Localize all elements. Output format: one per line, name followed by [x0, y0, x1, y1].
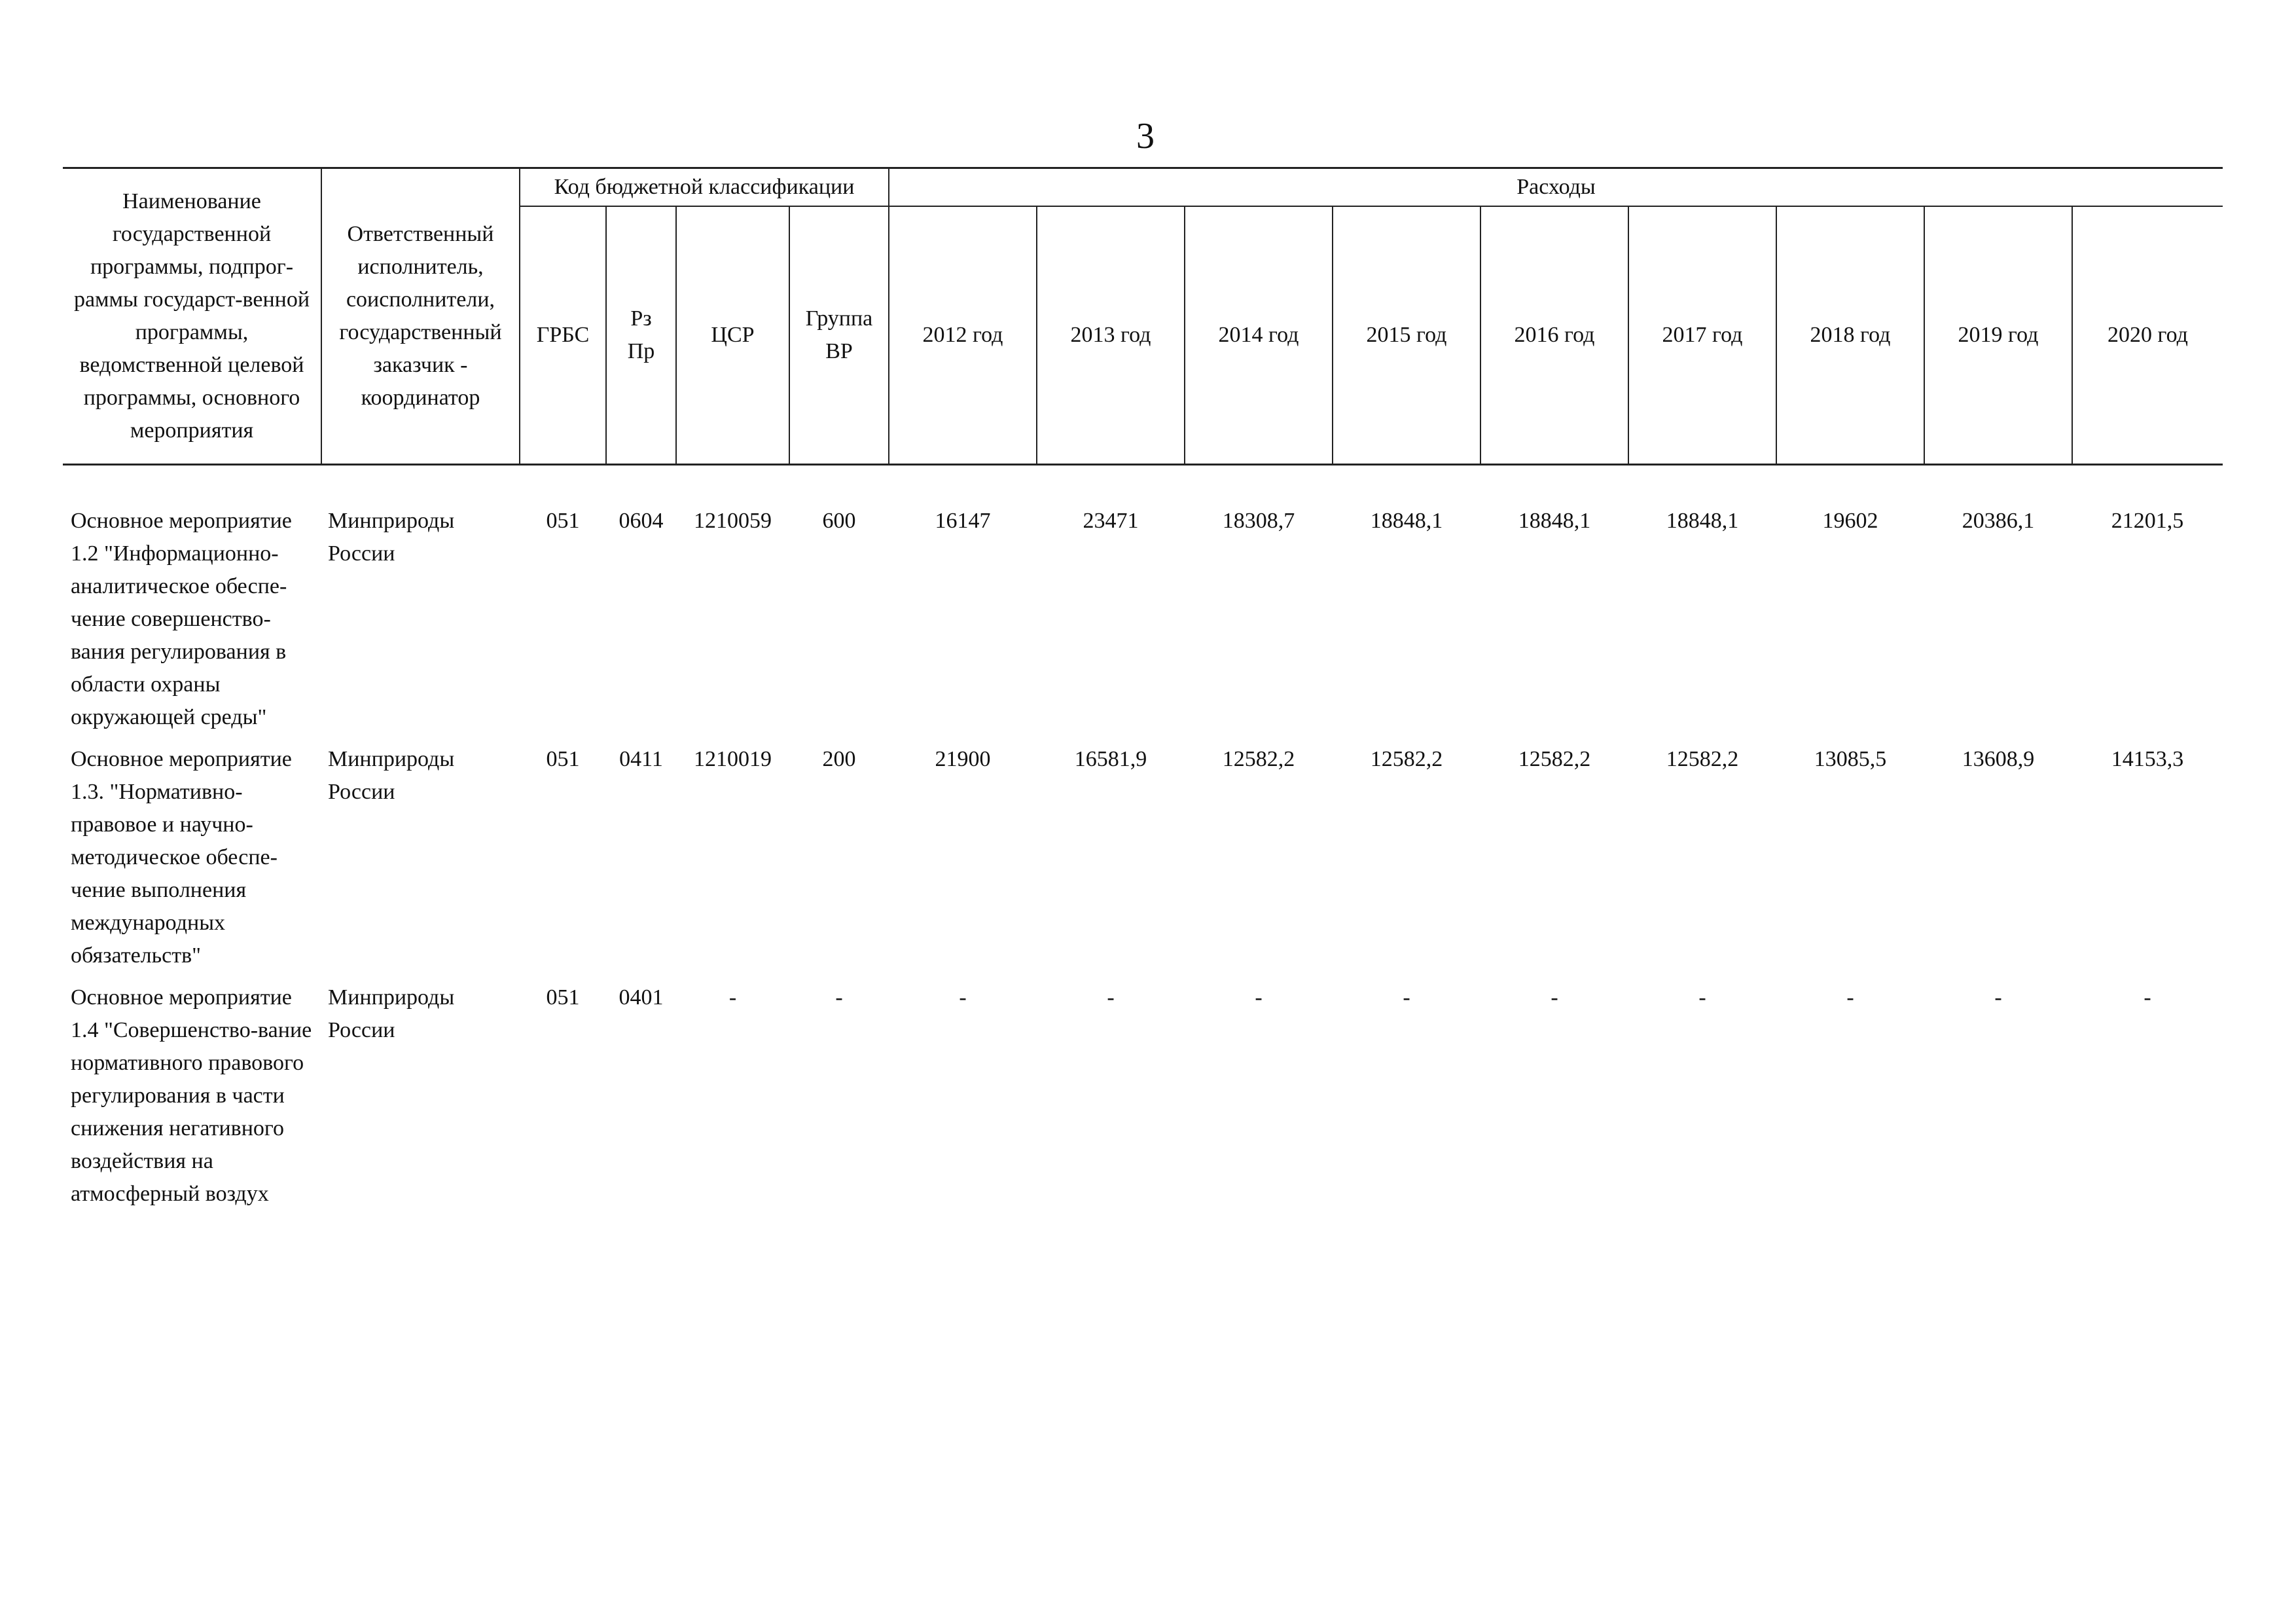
row-value-2020: - — [2144, 985, 2151, 1010]
header-kbk-group: Код бюджетной классификации — [520, 168, 889, 207]
header-grbs: ГРБС — [520, 206, 606, 465]
header-expenses-group: Расходы — [889, 168, 2223, 207]
row-value-2015: - — [1403, 985, 1410, 1010]
row-value-2020: 21201,5 — [2111, 509, 2184, 533]
row-value-2018: - — [1846, 985, 1854, 1010]
table-row — [63, 743, 2223, 981]
row-executor: Минприроды России — [328, 509, 455, 566]
row-value-2014: 12582,2 — [1222, 747, 1295, 771]
header-year-2016: 2016 год — [1480, 206, 1628, 465]
budget-table — [63, 167, 2223, 1220]
header-year-2019: 2019 год — [1924, 206, 2072, 465]
row-value-2013: 16581,9 — [1074, 747, 1147, 771]
row-vr: 200 — [822, 747, 856, 771]
header-year-2018: 2018 год — [1776, 206, 1924, 465]
row-executor: Минприроды России — [328, 985, 455, 1042]
header-year-2014: 2014 год — [1185, 206, 1333, 465]
row-grbs: 051 — [546, 509, 580, 533]
row-name: Основное мероприятие 1.3. "Нормативно-правовое и научно-методическое обеспе-чение выполнения международных обязательств" — [71, 747, 292, 968]
row-value-2014: 18308,7 — [1222, 509, 1295, 533]
header-csr: ЦСР — [676, 206, 789, 465]
row-csr: - — [728, 985, 737, 1010]
row-value-2016: 12582,2 — [1518, 747, 1591, 771]
row-value-2012: 21900 — [935, 747, 991, 771]
table-header — [63, 168, 2223, 465]
row-value-2014: - — [1255, 985, 1263, 1010]
row-executor: Минприроды России — [328, 747, 455, 804]
table-row — [63, 981, 2223, 1220]
row-value-2020: 14153,3 — [2111, 747, 2184, 771]
row-value-2018: 13085,5 — [1814, 747, 1887, 771]
header-year-2013: 2013 год — [1037, 206, 1185, 465]
row-value-2017: 18848,1 — [1666, 509, 1739, 533]
row-value-2019: 20386,1 — [1962, 509, 2035, 533]
row-value-2012: 16147 — [935, 509, 991, 533]
row-value-2015: 12582,2 — [1370, 747, 1443, 771]
row-value-2019: 13608,9 — [1962, 747, 2035, 771]
table-body — [63, 465, 2223, 1220]
header-executor-column: Ответственный исполнитель, соисполнители, государственный заказчик - координатор — [321, 168, 520, 465]
row-rzpr: 0604 — [619, 509, 664, 533]
row-value-2016: - — [1551, 985, 1558, 1010]
row-value-2013: 23471 — [1083, 509, 1139, 533]
header-name-column: Наименование государственной программы, подпрог-раммы государст-венной программы, ведомственной целевой программы, основного мероприятия — [63, 168, 321, 465]
row-value-2015: 18848,1 — [1370, 509, 1443, 533]
row-value-2017: - — [1698, 985, 1706, 1010]
header-vr: Группа ВР — [789, 206, 889, 465]
row-csr: 1210059 — [694, 509, 772, 533]
table-row — [63, 465, 2223, 744]
row-rzpr: 0411 — [619, 747, 663, 771]
row-value-2017: 12582,2 — [1666, 747, 1739, 771]
row-value-2018: 19602 — [1822, 509, 1878, 533]
row-value-2013: - — [1107, 985, 1115, 1010]
header-year-2017: 2017 год — [1628, 206, 1776, 465]
row-vr: 600 — [822, 509, 856, 533]
header-year-2015: 2015 год — [1333, 206, 1480, 465]
row-vr: - — [835, 985, 843, 1010]
page-number: 3 — [1136, 116, 1155, 156]
row-name: Основное мероприятие 1.4 "Совершенство-вание нормативного правового регулирования в части снижения негативного воздействия на атмосферный воздух — [71, 985, 312, 1206]
row-value-2012: - — [959, 985, 967, 1010]
row-csr: 1210019 — [694, 747, 772, 771]
row-value-2016: 18848,1 — [1518, 509, 1591, 533]
header-year-2020: 2020 год — [2072, 206, 2223, 465]
row-value-2019: - — [1994, 985, 2002, 1010]
header-rzpr: Рз Пр — [606, 206, 676, 465]
row-name: Основное мероприятие 1.2 "Информационно-аналитическое обеспе-чение совершенство-вания регулирования в области охраны окружающей среды" — [71, 509, 292, 729]
row-grbs: 051 — [546, 985, 580, 1010]
header-year-2012: 2012 год — [889, 206, 1037, 465]
row-grbs: 051 — [546, 747, 580, 771]
row-rzpr: 0401 — [619, 985, 664, 1010]
